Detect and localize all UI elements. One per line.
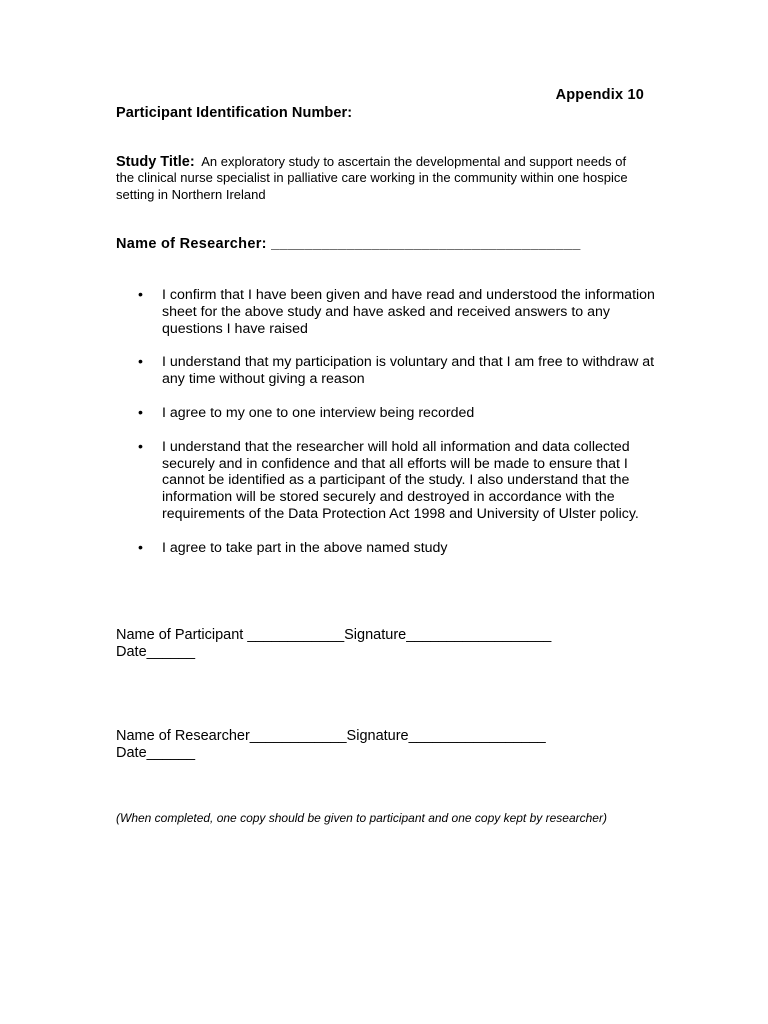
- participant-signature-line: Name of Participant ____________Signature__________________: [116, 627, 552, 643]
- participant-id-label: Participant Identification Number:: [116, 105, 353, 121]
- study-title-label: Study Title:: [116, 154, 195, 170]
- participant-signature-block: [116, 627, 551, 661]
- consent-statement-text: I understand that my participation is voluntary and that I am free to withdraw at any time without giving a reason: [162, 354, 655, 388]
- bullet-icon: •: [138, 539, 143, 556]
- consent-statement-text: I confirm that I have been given and have read and understood the information sheet for the above study and have asked and received answers to any questions I have raised: [162, 287, 655, 337]
- consent-statements: [116, 287, 656, 574]
- researcher-signature-line: Name of Researcher____________Signature_________________: [116, 728, 546, 744]
- consent-statement-text: I agree to my one to one interview being recorded: [162, 404, 475, 421]
- bullet-icon: •: [138, 438, 143, 455]
- bullet-icon: •: [138, 404, 143, 421]
- researcher-name-line: Name of Researcher: _____________________________________: [116, 236, 581, 252]
- bullet-icon: •: [138, 354, 143, 371]
- consent-statement: [116, 439, 656, 523]
- researcher-signature-block: [116, 728, 546, 762]
- bullet-icon: •: [138, 287, 143, 303]
- researcher-date-line: Date______: [116, 745, 196, 761]
- appendix-label: Appendix 10: [555, 87, 644, 103]
- consent-statement: [116, 540, 656, 557]
- consent-statement-text: I understand that the researcher will hold all information and data collected securely and in confidence and that all efforts will be made to ensure that I cannot be identified as a participant of the study. I also understand that the information will be stored securely and destroyed in accordance with the requirements of the Data Protection Act 1998 and University of Ulster policy.: [162, 438, 639, 522]
- participant-date-line: Date______: [116, 644, 196, 660]
- consent-statement-text: I agree to take part in the above named study: [162, 539, 448, 556]
- completion-note: (When completed, one copy should be given to participant and one copy kept by researcher): [116, 811, 607, 825]
- consent-statement: [116, 405, 656, 422]
- consent-statement: [116, 354, 656, 388]
- study-title-block: [116, 154, 646, 203]
- consent-statement: [116, 287, 656, 337]
- study-title-text: An exploratory study to ascertain the developmental and support needs of the clinical nurse specialist in palliative care working in the community within one hospice setting in Northern Ireland: [116, 154, 628, 202]
